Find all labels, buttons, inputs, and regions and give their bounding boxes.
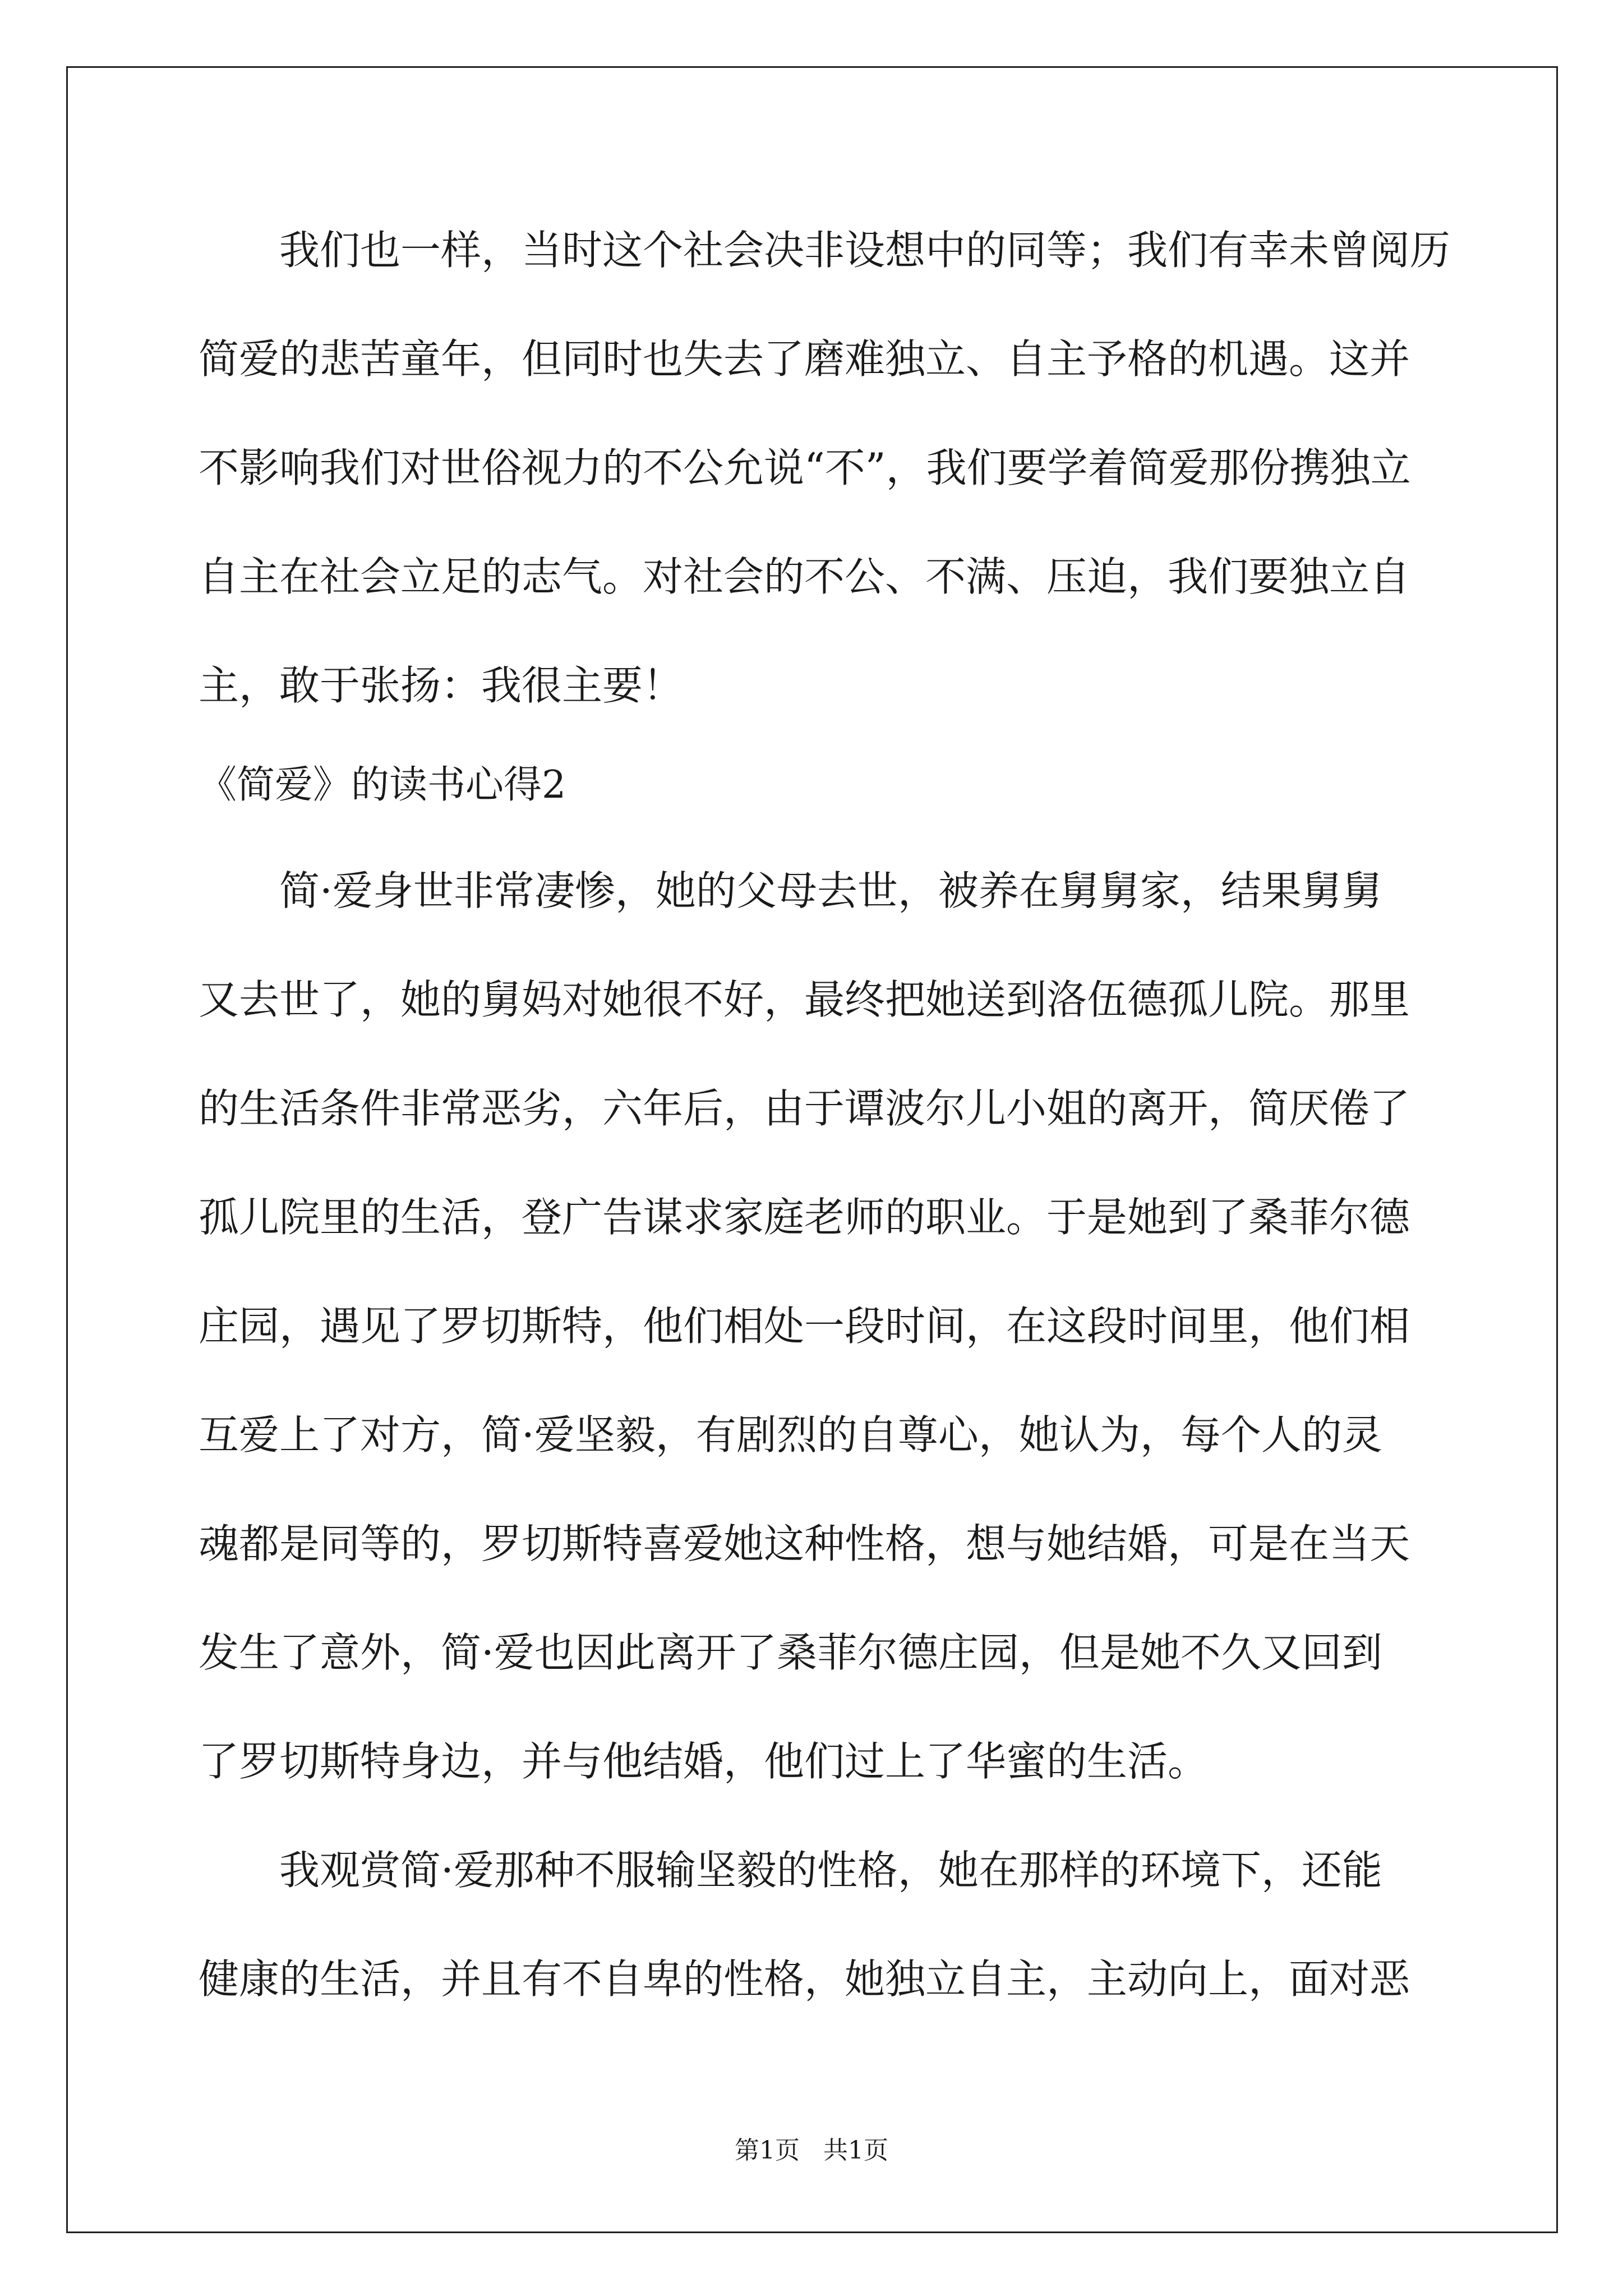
paragraph-2-line-7: 魂都是同等的，罗切斯特喜爱她这种性格，想与她结婚，可是在当天 [199, 1520, 1410, 1567]
paragraph-1-line-1: 我们也一样，当时这个社会决非设想中的同等；我们有幸未曾阅历 [279, 227, 1451, 274]
paragraph-3-line-2: 健康的生活，并且有不自卑的性格，她独立自主，主动向上，面对恶 [199, 1955, 1410, 2003]
paragraph-2-line-1: 简·爱身世非常凄惨，她的父母去世，被养在舅舅家，结果舅舅 [279, 867, 1382, 914]
page-footer: 第1页 共1页 [735, 2136, 888, 2165]
paragraph-1-line-2: 简爱的悲苦童年，但同时也失去了磨难独立、自主予格的机遇。这并 [199, 335, 1410, 383]
page-border [66, 66, 1558, 2233]
paragraph-2-line-8: 发生了意外，简·爱也因此离开了桑菲尔德庄园，但是她不久又回到 [199, 1629, 1382, 1676]
paragraph-1-line-4: 自主在社会立足的志气。对社会的不公、不满、压迫，我们要独立自 [199, 553, 1410, 600]
section-heading: 《简爱》的读书心得2 [199, 763, 566, 807]
paragraph-2-line-4: 孤儿院里的生活，登广告谋求家庭老师的职业。于是她到了桑菲尔德 [199, 1194, 1410, 1241]
paragraph-3-line-1: 我观赏简·爱那种不服输坚毅的性格，她在那样的环境下，还能 [279, 1847, 1382, 1894]
paragraph-1-line-5: 主，敢于张扬：我很主要！ [199, 662, 684, 709]
paragraph-2-line-6: 互爱上了对方，简·爱坚毅，有剧烈的自尊心，她认为，每个人的灵 [199, 1411, 1382, 1458]
paragraph-2-line-9: 了罗切斯特身边，并与他结婚，他们过上了华蜜的生活。 [199, 1738, 1209, 1785]
paragraph-2-line-5: 庄园，遇见了罗切斯特，他们相处一段时间，在这段时间里，他们相 [199, 1303, 1410, 1350]
paragraph-2-line-3: 的生活条件非常恶劣，六年后，由于谭波尔儿小姐的离开，简厌倦了 [199, 1085, 1410, 1132]
paragraph-2-line-2: 又去世了，她的舅妈对她很不好，最终把她送到洛伍德孤儿院。那里 [199, 976, 1410, 1023]
paragraph-1-line-3: 不影响我们对世俗视力的不公允说“不”，我们要学着简爱那份携独立 [199, 444, 1411, 491]
